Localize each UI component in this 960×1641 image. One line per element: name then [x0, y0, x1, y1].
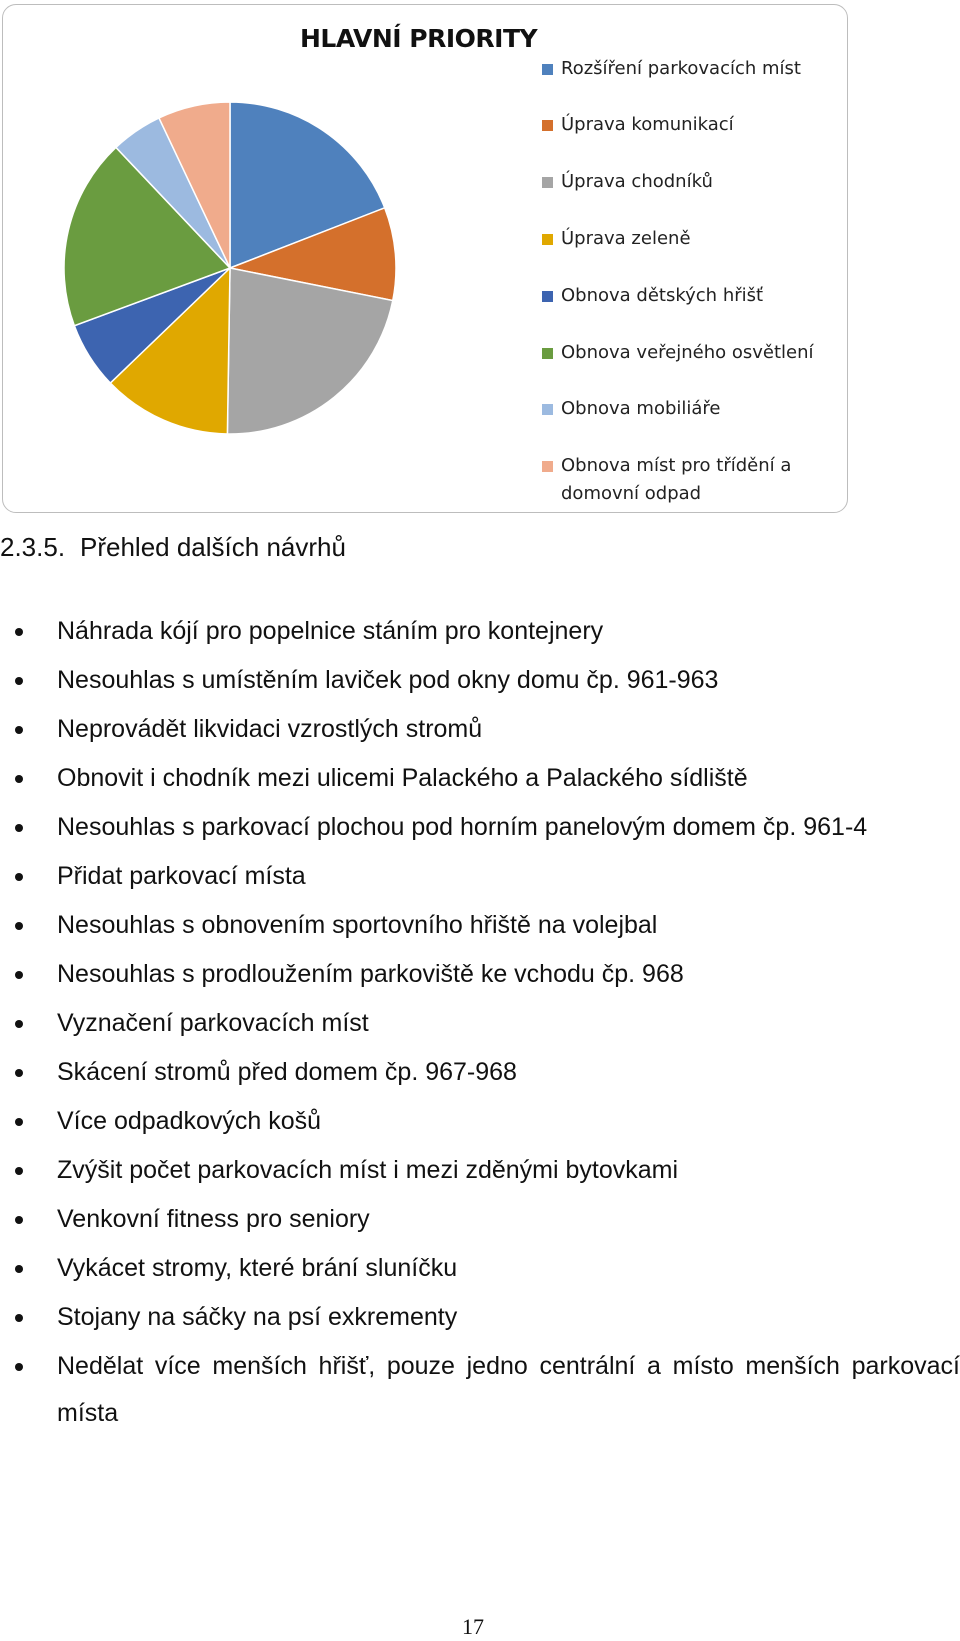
list-item-text: Nesouhlas s prodloužením parkoviště ke vchodu čp. 968: [57, 960, 684, 988]
legend-label: Obnova míst pro třídění a domovní odpad: [561, 455, 792, 504]
bullet-icon: [15, 1363, 23, 1371]
chart-title: HLAVNÍ PRIORITY: [300, 24, 538, 53]
legend-label: Úprava chodníků: [561, 171, 713, 192]
list-item-text: Vyznačení parkovacích míst: [57, 1009, 369, 1037]
list-item: [0, 1151, 960, 1200]
list-item: [0, 808, 960, 857]
list-item-text: Náhrada kójí pro popelnice stáním pro kontejnery: [57, 617, 604, 645]
list-item-text: Více odpadkových košů: [57, 1107, 322, 1135]
list-item: [0, 661, 960, 710]
section-number: 2.3.5.: [0, 532, 66, 562]
bullet-icon: [15, 726, 23, 734]
legend-label: Úprava komunikací: [561, 114, 734, 135]
proposal-list: [0, 612, 960, 1447]
list-item-text: Skácení stromů před domem čp. 967-968: [57, 1058, 517, 1086]
list-item-text: Přidat parkovací místa: [57, 862, 306, 890]
list-item-text: Obnovit i chodník mezi ulicemi Palackého a Palackého sídliště: [57, 764, 748, 792]
bullet-icon: [15, 1020, 23, 1028]
section-heading: [0, 532, 346, 563]
legend-swatch: [542, 64, 553, 75]
page-number: 17: [462, 1614, 484, 1639]
list-item: [0, 1053, 960, 1102]
bullet-icon: [15, 1265, 23, 1273]
pie-chart: [0, 0, 480, 512]
legend-swatch: [542, 120, 553, 131]
legend-label: Úprava zeleně: [561, 228, 691, 249]
list-item-text: Zvýšit počet parkovacích míst i mezi zděnými bytovkami: [57, 1156, 679, 1184]
list-item: [0, 1298, 960, 1347]
bullet-icon: [15, 1314, 23, 1322]
legend-label: Obnova veřejného osvětlení: [561, 342, 814, 363]
legend-label: Obnova mobiliáře: [561, 398, 721, 419]
bullet-icon: [15, 1118, 23, 1126]
list-item-text: Nesouhlas s parkovací plochou pod horním panelovým domem čp. 961-4: [57, 813, 868, 841]
list-item: [0, 906, 960, 955]
list-item: [0, 1004, 960, 1053]
bullet-icon: [15, 1216, 23, 1224]
section-title: Přehled dalších návrhů: [80, 532, 346, 562]
bullet-icon: [15, 922, 23, 930]
list-item: [0, 710, 960, 759]
legend-swatch: [542, 404, 553, 415]
list-item-text: Neprovádět likvidaci vzrostlých stromů: [57, 715, 483, 743]
bullet-icon: [15, 677, 23, 685]
list-item: [0, 1102, 960, 1151]
bullet-icon: [15, 971, 23, 979]
bullet-icon: [15, 1069, 23, 1077]
legend-label: Rozšíření parkovacích míst: [561, 58, 801, 79]
list-item: [0, 955, 960, 1004]
list-item-text: Stojany na sáčky na psí exkrementy: [57, 1303, 458, 1331]
list-item: [0, 857, 960, 906]
list-item-text: Nedělat více menších hřišť, pouze jedno centrální a místo menších parkovací místa: [57, 1352, 960, 1427]
list-item: [0, 1347, 960, 1447]
bullet-icon: [15, 824, 23, 832]
list-item-text: Vykácet stromy, které brání sluníčku: [57, 1254, 458, 1282]
list-item-text: Venkovní fitness pro seniory: [57, 1205, 370, 1233]
list-item: [0, 1200, 960, 1249]
bullet-icon: [15, 775, 23, 783]
list-item-text: Nesouhlas s umístěním laviček pod okny domu čp. 961-963: [57, 666, 719, 694]
list-item-text: Nesouhlas s obnovením sportovního hřiště na volejbal: [57, 911, 658, 939]
legend-label: Obnova dětských hřišť: [561, 285, 764, 306]
list-item: [0, 612, 960, 661]
legend-swatch: [542, 177, 553, 188]
legend-swatch: [542, 234, 553, 245]
bullet-icon: [15, 873, 23, 881]
bullet-icon: [15, 1167, 23, 1175]
legend-swatch: [542, 291, 553, 302]
legend-swatch: [542, 348, 553, 359]
bullet-icon: [15, 628, 23, 636]
list-item: [0, 1249, 960, 1298]
list-item: [0, 759, 960, 808]
legend-swatch: [542, 461, 553, 472]
